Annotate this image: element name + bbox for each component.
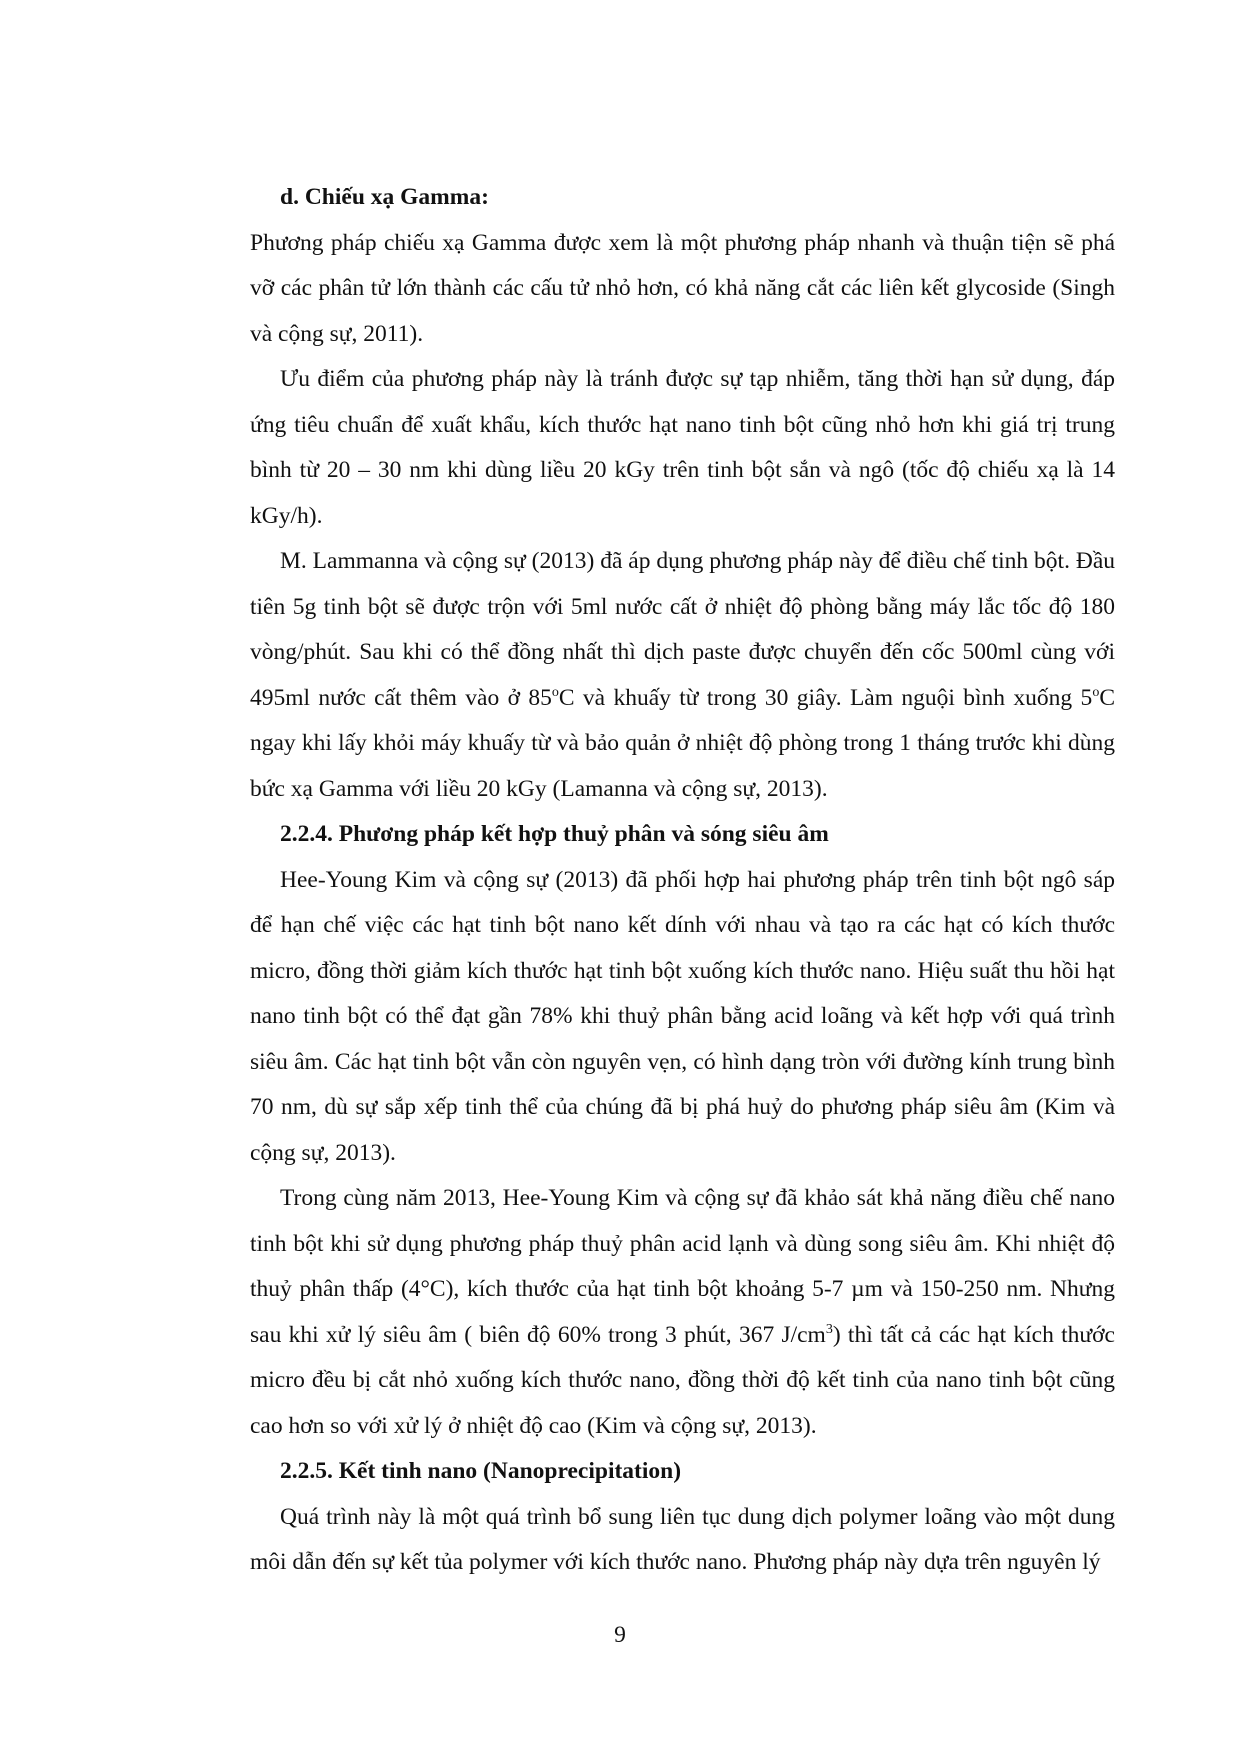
paragraph-lammanna-text-a: M. Lammanna và cộng sự (2013) đã áp dụng phương pháp này để điều chế tinh bột. Đầu tiên 5g tinh bột sẽ được trộn với 5ml nước cất ở nhiệt độ phòng bằng máy lắc tốc độ 180 vòng/phút. Sau khi có thể đồng nhất thì dịch paste được chuyển đến cốc 500ml cùng với 495ml nước cất thêm vào ở 85 [250, 548, 1115, 711]
heading-section-2-2-5 [250, 1449, 1115, 1495]
paragraph-nanoprecipitation [250, 1495, 1115, 1586]
paragraph-gamma-intro-text: Phương pháp chiếu xạ Gamma được xem là một phương pháp nhanh và thuận tiện sẽ phá vỡ các phân tử lớn thành các cấu tử nhỏ hơn, có khả năng cắt các liên kết glycoside (Singh và cộng sự, 2011). [250, 229, 1115, 347]
heading-gamma-irradiation [250, 175, 1115, 221]
paragraph-cold-acid-hydrolysis [250, 1176, 1115, 1449]
degree-superscript: o [1092, 684, 1100, 700]
paragraph-cold-acid-text-b: ) thì tất cả các hạt kích thước micro đều bị cắt nhỏ xuống kích thước nano, đồng thời độ kết tinh của nano tinh bột cũng cao hơn so với xử lý ở nhiệt độ cao (Kim và cộng sự, 2013). [250, 1321, 1115, 1439]
paragraph-nanoprecipitation-text: Quá trình này là một quá trình bổ sung liên tục dung dịch polymer loãng vào một dung môi dẫn đến sự kết tủa polymer với kích thước nano. Phương pháp này dựa trên nguyên lý [250, 1503, 1115, 1575]
degree-superscript: o [551, 684, 559, 700]
heading-section-2-2-4 [250, 812, 1115, 858]
heading-224-text: 2.2.4. Phương pháp kết hợp thuỷ phân và sóng siêu âm [280, 821, 829, 847]
paragraph-gamma-advantages [250, 357, 1115, 539]
heading-gamma-text: d. Chiếu xạ Gamma: [280, 184, 489, 210]
paragraph-cold-acid-text-a: Trong cùng năm 2013, Hee-Young Kim và cộng sự đã khảo sát khả năng điều chế nano tinh bột khi sử dụng phương pháp thuỷ phân acid lạnh và dùng song siêu âm. Khi nhiệt độ thuỷ phân thấp (4°C), kích thước của hạt tinh bột khoảng 5-7 µm và 150-250 nm. Nhưng sau khi xử lý siêu âm ( biên độ 60% trong 3 phút, 367 J/cm [250, 1185, 1115, 1348]
paragraph-gamma-intro [250, 221, 1115, 358]
page-number: 9 [614, 1622, 626, 1648]
paragraph-lammanna-text-b: C và khuấy từ trong 30 giây. Làm nguội bình xuống 5 [558, 684, 1093, 711]
page-body [250, 175, 1115, 1586]
paragraph-hydrolysis-ultrasound-text: Hee-Young Kim và cộng sự (2013) đã phối hợp hai phương pháp trên tinh bột ngô sáp để hạn chế việc các hạt tinh bột nano kết dính với nhau và tạo ra các hạt có kích thước micro, đồng thời giảm kích thước hạt tinh bột xuống kích thước nano. Hiệu suất thu hồi hạt nano tinh bột có thể đạt gần 78% khi thuỷ phân bằng acid loãng và kết hợp với quá trình siêu âm. Các hạt tinh bột vẫn còn nguyên vẹn, có hình dạng tròn với đường kính trung bình 70 nm, dù sự sắp xếp tinh thể của chúng đã bị phá huỷ do phương pháp siêu âm (Kim và cộng sự, 2013). [250, 866, 1115, 1166]
paragraph-lammanna-text-c: C ngay khi lấy khỏi máy khuấy từ và bảo quản ở nhiệt độ phòng trong 1 tháng trước khi dùng bức xạ Gamma với liều 20 kGy (Lamanna và cộng sự, 2013). [250, 684, 1115, 802]
heading-225-text: 2.2.5. Kết tinh nano (Nanoprecipitation) [280, 1458, 682, 1484]
cubic-superscript: 3 [825, 1321, 833, 1337]
paragraph-hydrolysis-ultrasound [250, 858, 1115, 1177]
paragraph-gamma-advantages-text: Ưu điểm của phương pháp này là tránh được sự tạp nhiễm, tăng thời hạn sử dụng, đáp ứng tiêu chuẩn để xuất khẩu, kích thước hạt nano tinh bột cũng nhỏ hơn khi giá trị trung bình từ 20 – 30 nm khi dùng liều 20 kGy trên tinh bột sắn và ngô (tốc độ chiếu xạ là 14 kGy/h). [250, 366, 1115, 529]
paragraph-lammanna-method [250, 539, 1115, 812]
